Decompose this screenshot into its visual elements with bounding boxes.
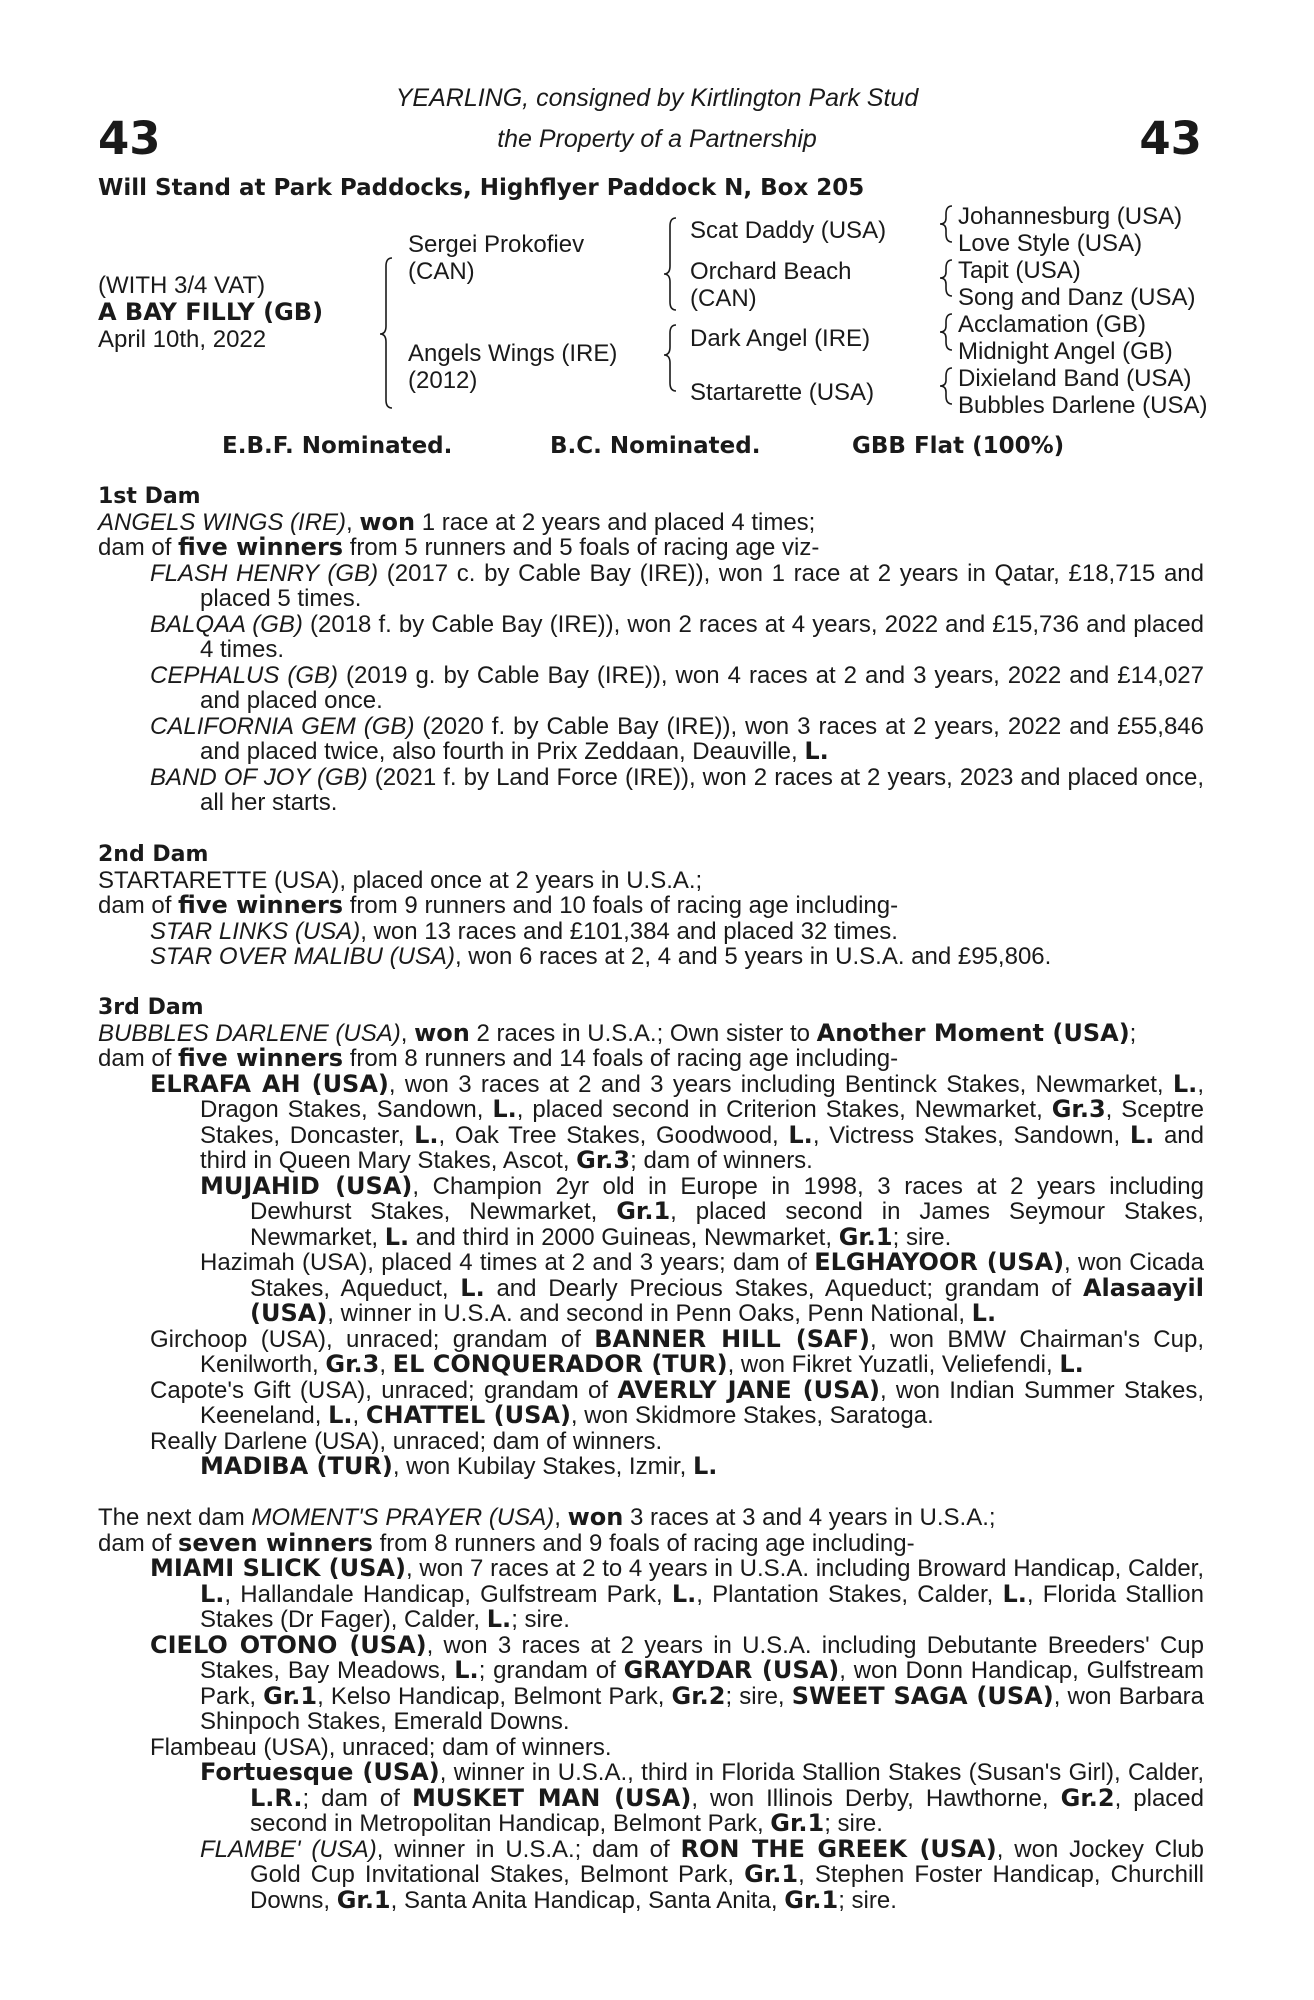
entry-paragraph <box>98 893 1204 919</box>
bold-text: MUJAHID (USA) <box>200 1171 413 1200</box>
entry-paragraph <box>98 868 1204 894</box>
italic-text: BUBBLES DARLENE (USA) <box>98 1019 401 1047</box>
bold-text: Gr.1 <box>784 1885 839 1914</box>
text: (2017 c. by Cable Bay (IRE)), won 1 race at 2 years in Qatar, £18,715 and placed 5 times. <box>200 559 1204 612</box>
text: 3 races at 3 and 4 years in U.S.A.; <box>623 1504 996 1531</box>
bold-text: Another Moment (USA) <box>816 1018 1130 1047</box>
text: , Champion 2yr old in Europe in 1998, 3 races at 2 years including Dewhurst Stakes, Newmarket, <box>250 1172 1204 1225</box>
text: , Oak Tree Stakes, Goodwood, <box>438 1121 789 1149</box>
consignor-line: YEARLING, consigned by Kirtlington Park Stud <box>395 84 919 112</box>
bold-text: L. <box>1002 1579 1027 1608</box>
bold-text: Gr.3 <box>1051 1095 1106 1123</box>
bold-text: CIELO OTONO (USA) <box>150 1630 427 1659</box>
text: ; dam of <box>302 1784 412 1812</box>
bold-text: five winners <box>178 1044 344 1072</box>
second-dam-section <box>98 842 1204 970</box>
text: The next dam <box>98 1504 252 1531</box>
bold-text: L. <box>328 1401 353 1429</box>
bold-text: MADIBA (TUR) <box>200 1452 393 1480</box>
second-dam-title: 2nd Dam <box>98 842 209 867</box>
text: , won 13 races and £101,384 and placed 32 times. <box>360 917 898 945</box>
bold-text: five winners <box>178 891 344 919</box>
brace-g2 <box>940 260 952 296</box>
text: and third in 2000 Guineas, Newmarket, <box>409 1223 839 1251</box>
third-dam-section <box>98 995 1204 1480</box>
text: , won Kubilay Stakes, Izmir, <box>392 1453 693 1480</box>
text: , Plantation Stakes, Calder, <box>696 1580 1003 1608</box>
italic-text: CEPHALUS (GB) <box>150 661 339 689</box>
entry-paragraph <box>98 1630 1205 1735</box>
brace-g1 <box>940 206 952 242</box>
dam-line2: (2012) <box>408 367 478 394</box>
italic-text: FLAMBE' (USA) <box>200 1835 377 1863</box>
bold-text: five winners <box>178 533 344 561</box>
bold-text: L. <box>454 1656 479 1684</box>
text: , won BMW Chairman's Cup, Kenilworth, <box>200 1325 1205 1378</box>
dam-line1: Angels Wings (IRE) <box>408 340 618 367</box>
entry-paragraph <box>98 1505 1204 1531</box>
text: , won Fikret Yuzatli, Veliefendi, <box>727 1351 1060 1378</box>
brace-main <box>380 258 392 408</box>
second-dam-body <box>98 868 1204 970</box>
text: , placed second in Criterion Stakes, Newmarket, <box>516 1096 1052 1123</box>
bold-text: L. <box>971 1299 997 1327</box>
gen3-4: Song and Danz (USA) <box>958 284 1196 311</box>
first-dam-title: 1st Dam <box>98 484 201 509</box>
sire-dam-line2: (CAN) <box>690 285 757 312</box>
bold-text: SWEET SAGA (USA) <box>791 1681 1054 1710</box>
entry-paragraph <box>98 1735 1204 1761</box>
entry-paragraph <box>98 612 1204 663</box>
text: , <box>400 1019 415 1047</box>
bold-text: won <box>359 507 416 536</box>
bold-text: L. <box>692 1452 718 1480</box>
bold-text: Gr.1 <box>616 1197 671 1225</box>
third-dam-body <box>98 1018 1205 1480</box>
text: , won Illinois Derby, Hawthorne, <box>691 1784 1061 1812</box>
entry-paragraph <box>98 1069 1204 1174</box>
entry-paragraph <box>98 919 1204 945</box>
italic-text: MOMENT'S PRAYER (USA) <box>251 1504 555 1531</box>
bold-text: L. <box>788 1120 813 1149</box>
text: , placed second in Metropolitan Handicap, Belmont Park, <box>250 1784 1205 1837</box>
text: 2 races in U.S.A.; Own sister to <box>469 1019 817 1047</box>
text: , won 3 races at 2 years in U.S.A. including Debutante Breeders' Cup Stakes, Bay Meadows, <box>200 1631 1205 1684</box>
ebf-nomination: E.B.F. Nominated. <box>222 433 453 459</box>
text: from 5 runners and 5 foals of racing age viz- <box>343 534 820 561</box>
italic-text: STAR LINKS (USA) <box>150 917 361 945</box>
entry-paragraph <box>98 1046 1204 1072</box>
entry-paragraph <box>98 1324 1205 1378</box>
entry-paragraph <box>98 944 1204 970</box>
text: and Dearly Precious Stakes, Aqueduct; grandam of <box>484 1274 1083 1302</box>
text: from 9 runners and 10 foals of racing age including- <box>343 892 899 919</box>
text: ; grandam of <box>478 1657 624 1684</box>
sire-dam-line1: Orchard Beach <box>690 258 852 285</box>
bold-text: L. <box>486 1605 512 1633</box>
bold-text: MUSKET MAN (USA) <box>411 1783 692 1812</box>
text: from 8 runners and 14 foals of racing age including- <box>343 1045 899 1072</box>
text: (2021 f. by Land Force (IRE)), won 2 races at 2 years, 2023 and placed once, all her starts. <box>200 763 1204 816</box>
bold-text: Gr.1 <box>770 1809 825 1837</box>
gbb-nomination: GBB Flat (100%) <box>852 433 1065 459</box>
text: STARTARETTE (USA), placed once at 2 years in U.S.A.; <box>98 866 703 894</box>
bold-text: ELGHAYOOR (USA) <box>814 1248 1065 1276</box>
text: Flambeau (USA), unraced; dam of winners. <box>150 1733 612 1761</box>
bold-text: EL CONQUERADOR (TUR) <box>392 1350 728 1378</box>
bold-text: won <box>414 1018 470 1047</box>
text: dam of <box>98 1529 179 1557</box>
bold-text: Gr.3 <box>576 1146 631 1174</box>
bold-text: L. <box>200 1579 225 1608</box>
gen3-3: Tapit (USA) <box>958 257 1081 284</box>
entry-paragraph <box>98 1171 1204 1251</box>
gen3-8: Bubbles Darlene (USA) <box>958 392 1208 419</box>
text: and third in Queen Mary Stakes, Ascot, <box>200 1121 1204 1174</box>
italic-text: CALIFORNIA GEM (GB) <box>150 712 415 740</box>
text: , <box>554 1504 568 1531</box>
text: ; sire. <box>511 1606 570 1633</box>
bold-text: L. <box>1129 1120 1155 1149</box>
entry-paragraph <box>98 1018 1204 1047</box>
dam-dam: Startarette (USA) <box>690 379 875 406</box>
entry-paragraph <box>98 1760 1204 1837</box>
text: , placed second in James Seymour Stakes, Newmarket, <box>250 1198 1204 1251</box>
text: ; sire. <box>838 1886 897 1914</box>
text: , Santa Anita Handicap, Santa Anita, <box>390 1886 785 1914</box>
text: ; sire. <box>824 1810 883 1837</box>
brace-g4 <box>940 368 952 404</box>
bold-text: AVERLY JANE (USA) <box>617 1375 880 1404</box>
text: , Florida Stallion Stakes (Dr Fager), Calder, <box>200 1580 1205 1633</box>
bold-text: MIAMI SLICK (USA) <box>150 1554 406 1582</box>
horse-dob: April 10th, 2022 <box>98 326 267 353</box>
text: , won Skidmore Stakes, Saratoga. <box>570 1402 934 1429</box>
brace-dam <box>664 325 676 391</box>
italic-text: STAR OVER MALIBU (USA) <box>150 943 455 970</box>
entry-paragraph <box>98 1250 1204 1327</box>
entry-paragraph <box>98 1528 1204 1557</box>
text: , won 6 races at 2, 4 and 5 years in U.S.A. and £95,806. <box>454 943 1052 970</box>
entry-paragraph <box>98 535 1204 561</box>
bold-text: L. <box>414 1120 439 1149</box>
bold-text: Gr.3 <box>325 1350 380 1378</box>
text: , Sceptre Stakes, Doncaster, <box>200 1096 1204 1149</box>
text: 1 race at 2 years and placed 4 times; <box>415 508 816 536</box>
text: , won Cicada Stakes, Aqueduct, <box>250 1249 1204 1302</box>
entry-paragraph <box>98 1375 1204 1429</box>
bold-text: L. <box>492 1095 517 1123</box>
entry-paragraph <box>98 1556 1204 1633</box>
text: , Kelso Handicap, Belmont Park, <box>317 1682 672 1710</box>
text: , <box>379 1351 393 1378</box>
gen3-7: Dixieland Band (USA) <box>958 365 1192 392</box>
horse-name: A BAY FILLY (GB) <box>98 298 324 326</box>
text: , won Indian Summer Stakes, Keeneland, <box>200 1376 1204 1429</box>
text: , Victress Stakes, Sandown, <box>812 1121 1130 1149</box>
brace-sire <box>664 218 676 310</box>
bc-nomination: B.C. Nominated. <box>550 433 761 459</box>
vat-note: (WITH 3/4 VAT) <box>98 272 266 299</box>
text: ; <box>1129 1019 1137 1047</box>
text: , won Jockey Club Gold Cup Invitational Stakes, Belmont Park, <box>250 1835 1205 1888</box>
third-dam-title: 3rd Dam <box>98 995 204 1020</box>
dam-sire: Dark Angel (IRE) <box>690 325 871 352</box>
next-dam-section <box>98 1505 1204 1913</box>
text: , Stephen Foster Handicap, Churchill Downs, <box>250 1861 1204 1914</box>
text: , winner in U.S.A.; dam of <box>376 1835 681 1863</box>
text: dam of <box>98 534 179 561</box>
entry-paragraph <box>98 1834 1205 1914</box>
bold-text: Gr.2 <box>671 1681 726 1710</box>
text: (2019 g. by Cable Bay (IRE)), won 4 races at 2 and 3 years, 2022 and £14,027 and placed once. <box>200 661 1204 714</box>
bold-text: RON THE GREEK (USA) <box>680 1834 997 1863</box>
text: , won Barbara Shinpoch Stakes, Emerald Downs. <box>200 1682 1205 1735</box>
text: ; dam of winners. <box>630 1147 813 1174</box>
text: dam of <box>98 892 179 919</box>
lot-number-left: 43 <box>98 112 161 165</box>
entry-paragraph <box>98 1454 1204 1480</box>
bold-text: BANNER HILL (SAF) <box>594 1324 870 1353</box>
entry-paragraph <box>98 507 1204 536</box>
bold-text: Gr.1 <box>336 1885 391 1914</box>
gen3-1: Johannesburg (USA) <box>958 203 1183 230</box>
entry-paragraph <box>98 714 1204 765</box>
text: Really Darlene (USA), unraced; dam of winners. <box>150 1427 663 1455</box>
bold-text: GRAYDAR (USA) <box>623 1656 840 1684</box>
bold-text: Gr.1 <box>263 1681 318 1710</box>
bold-text: L. <box>671 1579 697 1608</box>
text: , <box>346 508 360 536</box>
next-dam-body <box>98 1505 1204 1913</box>
sire-sire: Scat Daddy (USA) <box>690 217 887 244</box>
entry-paragraph <box>98 765 1204 816</box>
bold-text: L. <box>460 1273 485 1302</box>
text: , won Donn Handicap, Gulfstream Park, <box>200 1657 1205 1710</box>
bold-text: Fortuesque (USA) <box>200 1758 440 1786</box>
bold-text: seven winners <box>178 1528 373 1557</box>
entry-paragraph <box>98 561 1204 612</box>
text: , winner in U.S.A., third in Florida Stallion Stakes (Susan's Girl), Calder, <box>439 1759 1204 1786</box>
text: , winner in U.S.A. and second in Penn Oaks, Penn National, <box>327 1300 972 1327</box>
entry-paragraph <box>98 663 1204 714</box>
text: ; sire, <box>725 1682 792 1710</box>
italic-text: FLASH HENRY (GB) <box>150 559 379 587</box>
owner-line: the Property of a Partnership <box>497 125 817 153</box>
text: , won 7 races at 2 to 4 years in U.S.A. including Broward Handicap, Calder, <box>405 1555 1204 1582</box>
bold-text: Gr.2 <box>1060 1783 1115 1812</box>
text: Hazimah (USA), placed 4 times at 2 and 3 years; dam of <box>200 1249 815 1276</box>
lot-number-right: 43 <box>1139 112 1202 165</box>
text: (2018 f. by Cable Bay (IRE)), won 2 races at 4 years, 2022 and £15,736 and placed 4 times. <box>200 610 1205 663</box>
bold-text: CHATTEL (USA) <box>365 1401 571 1429</box>
first-dam-body <box>98 507 1205 816</box>
bold-text: Gr.1 <box>838 1222 893 1251</box>
italic-text: BAND OF JOY (GB) <box>150 763 368 791</box>
bold-text: ELRAFA AH (USA) <box>150 1069 389 1098</box>
italic-text: BALQAA (GB) <box>150 610 303 638</box>
brace-g3 <box>940 314 952 350</box>
text: from 8 runners and 9 foals of racing age including- <box>372 1529 915 1557</box>
first-dam-section <box>98 484 1204 816</box>
bold-text: L.R. <box>250 1783 303 1812</box>
text: , <box>352 1402 366 1429</box>
gen3-2: Love Style (USA) <box>958 230 1143 257</box>
bold-text: L. <box>1172 1069 1198 1098</box>
sire-line1: Sergei Prokofiev <box>408 231 585 258</box>
text: (2020 f. by Cable Bay (IRE)), won 3 races at 2 years, 2022 and £55,846 and placed twice, also fourth in Prix Zeddaan, Deauville, <box>200 712 1204 765</box>
text: , Dragon Stakes, Sandown, <box>200 1070 1204 1123</box>
gen3-6: Midnight Angel (GB) <box>958 338 1173 365</box>
text: Capote's Gift (USA), unraced; grandam of <box>150 1376 618 1404</box>
bold-text: L. <box>1059 1350 1084 1378</box>
gen3-5: Acclamation (GB) <box>958 311 1147 338</box>
bold-text: L. <box>804 737 829 765</box>
bold-text: won <box>567 1503 624 1531</box>
text: dam of <box>98 1045 179 1072</box>
bold-text: Gr.1 <box>744 1860 799 1888</box>
bold-text: L. <box>384 1222 410 1251</box>
bold-text: Alasaayil (USA) <box>250 1273 1204 1327</box>
text: , Hallandale Handicap, Gulfstream Park, <box>224 1580 672 1608</box>
entry-paragraph <box>98 1429 1204 1455</box>
sire-line2: (CAN) <box>408 258 475 285</box>
stand-location: Will Stand at Park Paddocks, Highflyer Paddock N, Box 205 <box>98 175 865 201</box>
text: , won 3 races at 2 and 3 years including Bentinck Stakes, Newmarket, <box>388 1070 1173 1098</box>
text: Girchoop (USA), unraced; grandam of <box>150 1325 595 1353</box>
italic-text: ANGELS WINGS (IRE) <box>98 508 347 536</box>
text: ; sire. <box>892 1223 952 1251</box>
